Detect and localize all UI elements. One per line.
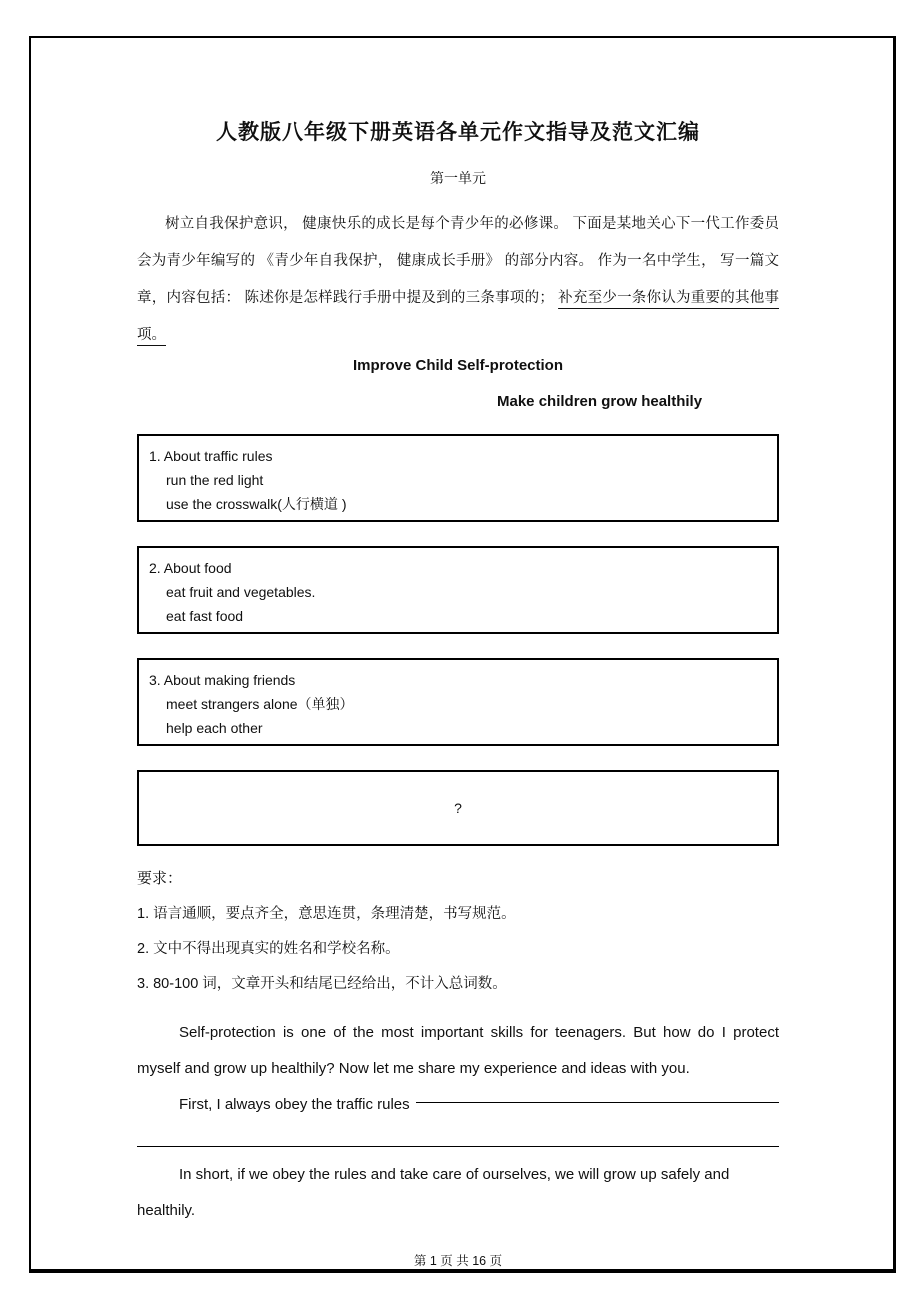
box-item: help each other [166,720,263,736]
topic-box-question [137,770,779,846]
intro-underlined-text: 补充至少一条你认为重要的其他事项。 [137,290,779,343]
box-item: meet strangers alone（单独） [166,696,354,712]
box-heading: 2. About food [149,560,232,576]
essay-first-sentence: First, I always obey the traffic rules [179,1096,410,1113]
page-title: 人教版八年级下册英语各单元作文指导及范文汇编 [216,121,700,144]
box-heading: 3. About making friends [149,672,296,688]
question-mark: ? [454,800,462,816]
box-heading: 1. About traffic rules [149,448,273,464]
topic-box-traffic [137,434,779,522]
document-content [31,38,893,1269]
unit-heading: 第一单元 [430,170,486,186]
intro-text: 树立自我保护意识， 健康快乐的成长是每个青少年的必修课。 下面是某地关心下一代工作委员会为青少年编写的 《青少年自我保护， 健康成长手册》 的部分内容。 作为一名中学生， 写一篇文章，内容包括： 陈述你是怎样践行手册中提及到的三条事项的； [137,216,779,306]
box-item: use the crosswalk(人行横道 ) [166,496,347,512]
topic-box-friends [137,658,779,746]
essay-english-title: Improve Child Self-protection [352,357,563,374]
topic-box-food [137,546,779,634]
box-item: run the red light [166,472,264,488]
essay-english-subtitle: Make children grow healthily [497,393,703,410]
essay-opening-paragraph: Self-protection is one of the most important skills for teenagers. But how do I protect myself and grow up healthily? Now let me share my experience and ideas with you. [137,1024,779,1077]
requirement-item-1: 1. 语言通顺，要点齐全，意思连贯，条理清楚，书写规范。 [137,906,516,922]
essay-closing-paragraph: In short, if we obey the rules and take care of ourselves, we will grow up safely and healthily. [137,1166,730,1219]
page-border-frame [29,36,896,1273]
writing-blank-partial [416,1102,779,1103]
intro-paragraph [137,206,779,354]
page-footer: 第 1 页 共 16 页 [413,1254,503,1268]
essay-first-sentence-row [137,1087,779,1123]
requirements-label: 要求： [137,870,183,887]
box-item: eat fruit and vegetables. [166,584,316,600]
box-item: eat fast food [166,608,244,624]
writing-blank-full [137,1123,779,1147]
requirement-item-2: 2. 文中不得出现真实的姓名和学校名称。 [137,941,400,957]
requirement-item-3: 3. 80-100 词，文章开头和结尾已经给出，不计入总词数。 [137,976,507,992]
